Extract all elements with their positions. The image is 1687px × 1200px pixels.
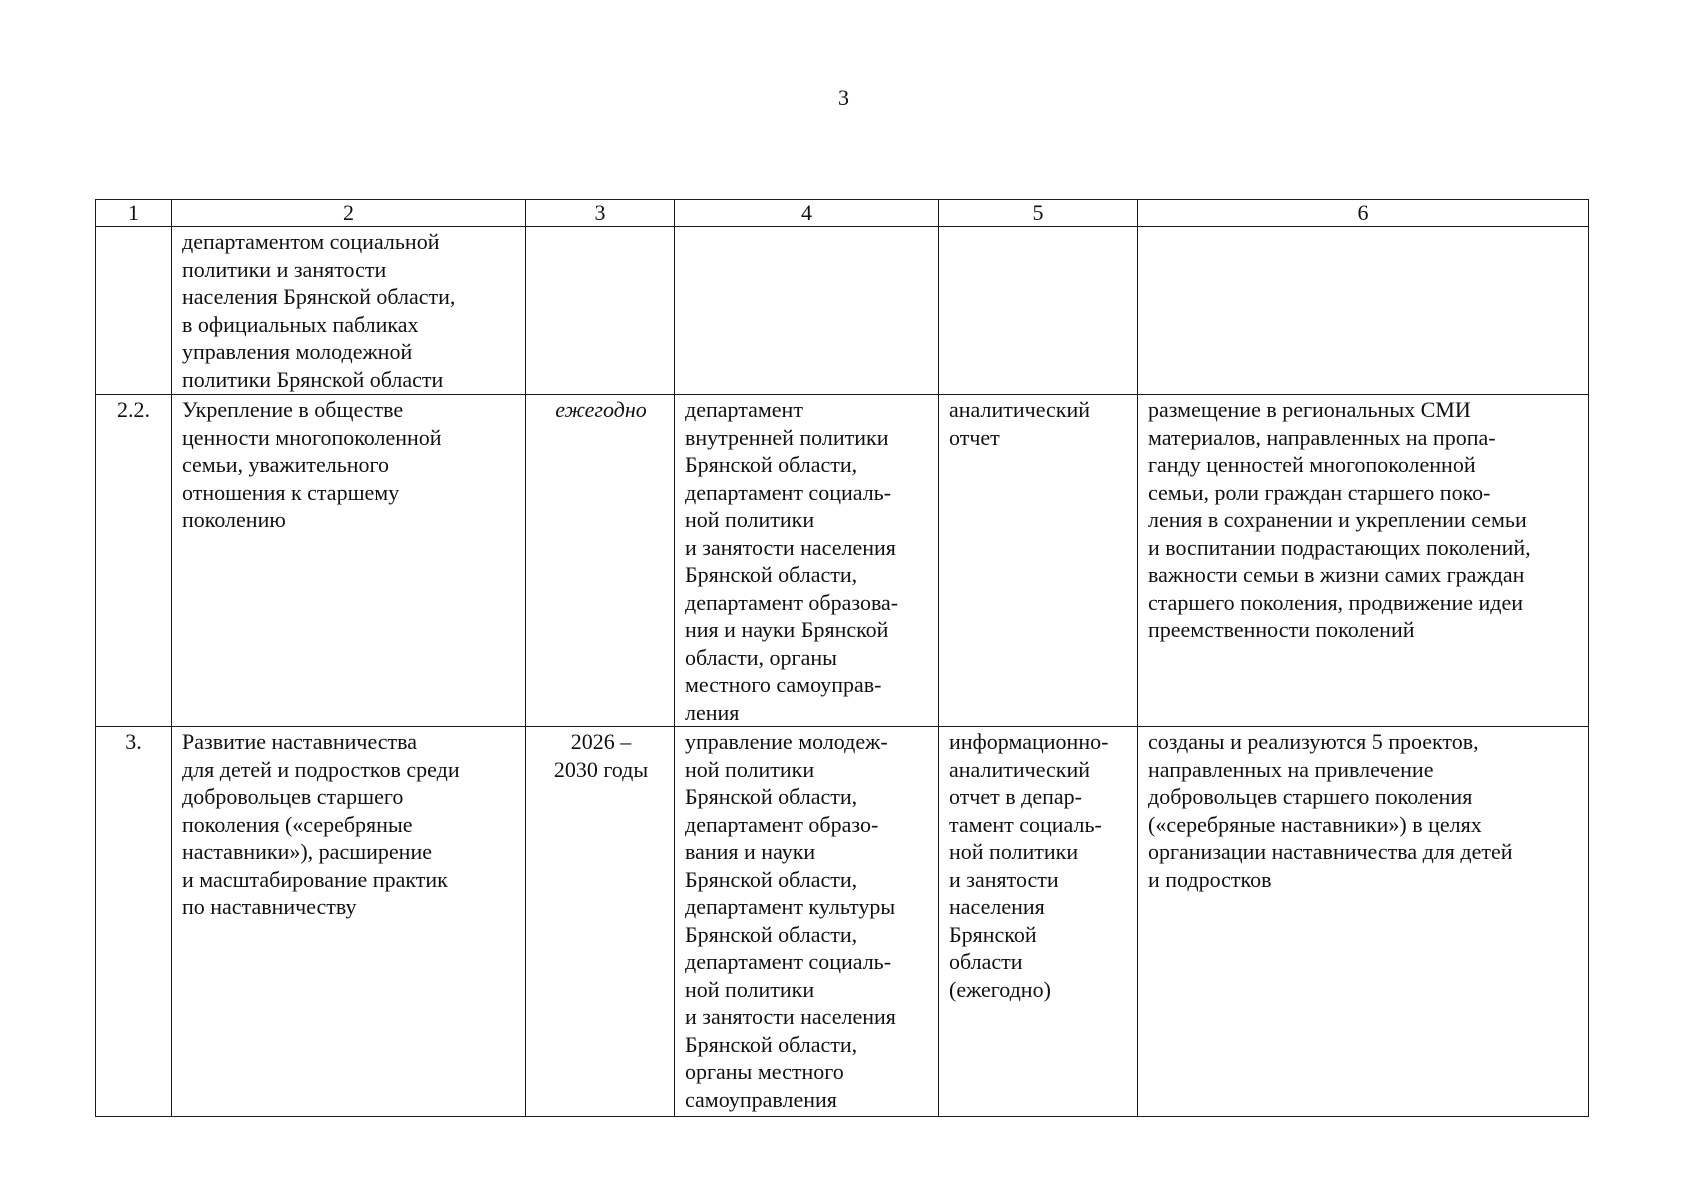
table-row — [96, 395, 1589, 727]
event-cell — [172, 727, 526, 1117]
table-row — [96, 227, 1589, 395]
period-cell — [526, 227, 675, 395]
responsible-cell — [675, 227, 939, 395]
period-cell — [526, 727, 675, 1117]
event-text: департаментом социальной политики и занятости населения Брянской области, в официальных пабликах управления молодежной политики Брянской области — [182, 229, 456, 392]
result-text: созданы и реализуются 5 проектов, направленных на привлечение добровольцев старшего поколения («серебряные наставники») в целях организации наставничества для детей и подростков — [1148, 729, 1513, 892]
responsible-text: департамент внутренней политики Брянской области, департамент социаль- ной политики и занятости населения Брянской области, департамент образова- ния и науки Брянской области, органы местного самоуправ- ления — [685, 397, 899, 725]
period-text: 2026 – 2030 годы — [553, 729, 649, 782]
report-cell — [939, 227, 1138, 395]
event-cell — [172, 395, 526, 727]
column-header-4: 4 — [675, 200, 939, 227]
result-cell — [1138, 227, 1589, 395]
row-number-text: 2.2. — [117, 397, 150, 422]
column-number-header-row — [96, 200, 1589, 227]
row-number — [96, 395, 172, 727]
row-number-text: 3. — [125, 729, 142, 754]
responsible-cell — [675, 727, 939, 1117]
event-cell — [172, 227, 526, 395]
column-header-1: 1 — [96, 200, 172, 227]
column-header-5: 5 — [939, 200, 1138, 227]
action-plan-table — [95, 199, 1589, 1117]
column-header-6: 6 — [1138, 200, 1589, 227]
row-number — [96, 227, 172, 395]
period-text: ежегодно — [555, 397, 647, 422]
result-cell — [1138, 727, 1589, 1117]
report-cell — [939, 727, 1138, 1117]
period-cell — [526, 395, 675, 727]
event-text: Развитие наставничества для детей и подростков среди добровольцев старшего поколения («серебряные наставники»), расширение и масштабирование практик по наставничеству — [182, 729, 460, 919]
row-number — [96, 727, 172, 1117]
report-text: аналитический отчет — [949, 397, 1091, 450]
page-number: 3 — [838, 85, 849, 110]
result-cell — [1138, 395, 1589, 727]
report-cell — [939, 395, 1138, 727]
event-text: Укрепление в обществе ценности многопоколенной семьи, уважительного отношения к старшему поколению — [182, 397, 442, 532]
table-row — [96, 727, 1589, 1117]
report-text: информационно- аналитический отчет в депар- тамент социаль- ной политики и занятости населения Брянской области (ежегодно) — [949, 729, 1109, 1002]
responsible-text: управление молодеж- ной политики Брянской области, департамент образо- вания и науки Брянской области, департамент культуры Брянской области, департамент социаль- ной политики и занятости населения Брянской области, органы местного самоуправления — [685, 729, 896, 1112]
result-text: размещение в региональных СМИ материалов, направленных на пропа- ганду ценностей многопоколенной семьи, роли граждан старшего поко- ления в сохранении и укреплении семьи и воспитании подрастающих поколений, важности семьи в жизни самих граждан старшего поколения, продвижение идеи преемственности поколений — [1148, 397, 1531, 642]
responsible-cell — [675, 395, 939, 727]
column-header-3: 3 — [526, 200, 675, 227]
column-header-2: 2 — [172, 200, 526, 227]
